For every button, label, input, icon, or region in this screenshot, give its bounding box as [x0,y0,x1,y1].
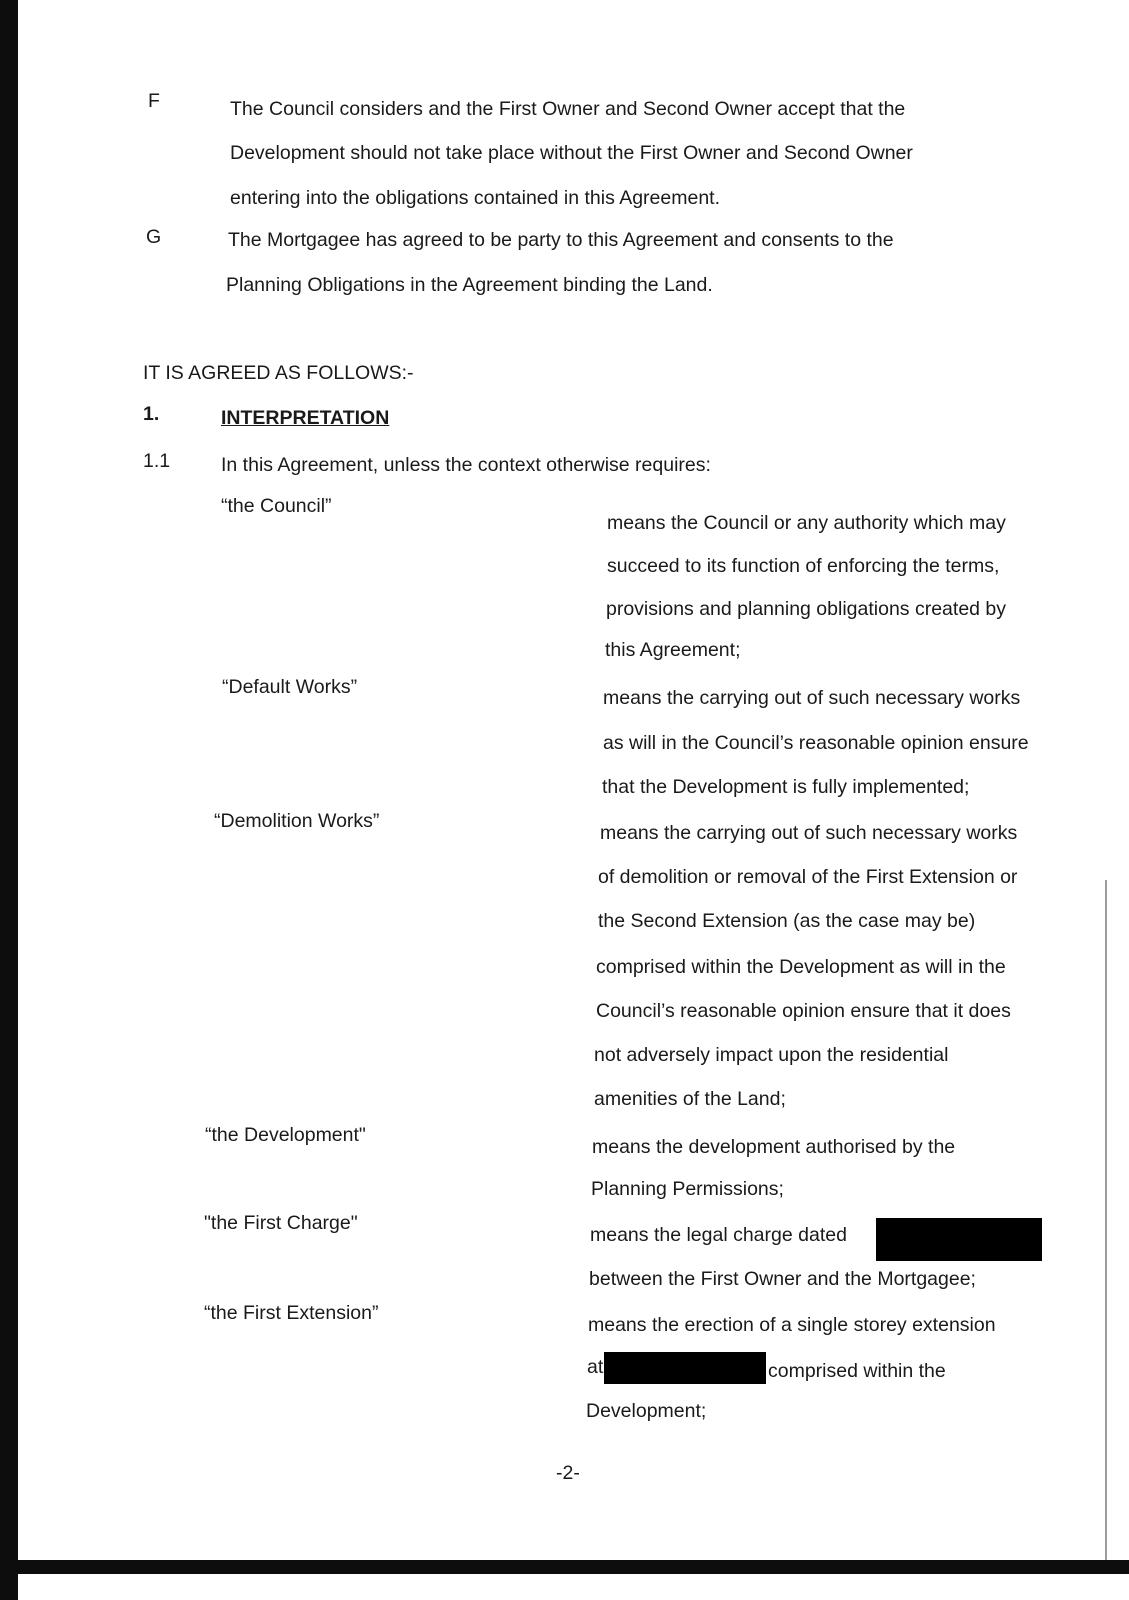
definition-line: succeed to its function of enforcing the terms, [607,555,1000,577]
section-title: INTERPRETATION [221,407,390,429]
definition-term: “the Development" [205,1124,366,1146]
definition-line: means the development authorised by the [592,1136,956,1158]
definition-line: means the erection of a single storey extension [588,1314,996,1336]
redaction-box [876,1218,1042,1261]
recital-line: The Mortgagee has agreed to be party to this Agreement and consents to the [228,229,894,251]
agreed-heading: IT IS AGREED AS FOLLOWS:- [143,362,414,384]
definition-line: Council’s reasonable opinion ensure that it does [596,1000,1011,1022]
definition-line: between the First Owner and the Mortgagee; [589,1268,976,1290]
redaction-box [604,1352,766,1384]
definition-line: at [587,1356,604,1378]
section-number: 1. [143,403,160,425]
definition-line: the Second Extension (as the case may be) [598,910,976,932]
definition-line: this Agreement; [605,639,741,661]
definition-line: comprised within the Development as will in the [596,956,1006,978]
definition-line: provisions and planning obligations created by [606,598,1007,620]
definition-line: Development; [586,1400,707,1422]
definition-line: means the Council or any authority which may [607,512,1006,534]
scan-border-left [0,0,18,1600]
clause-text: In this Agreement, unless the context otherwise requires: [221,454,711,476]
definition-term: “Demolition Works” [214,810,380,832]
definition-line: not adversely impact upon the residential [594,1044,949,1066]
page-number: -2- [556,1462,580,1484]
definition-line: amenities of the Land; [594,1088,786,1110]
definition-term: “the Council” [221,495,332,517]
definition-term: "the First Charge" [204,1212,358,1234]
scan-border-bottom [0,1560,1129,1574]
clause-number: 1.1 [143,450,171,472]
definition-line: that the Development is fully implemented; [602,776,970,798]
definition-line: Planning Permissions; [591,1178,784,1200]
definition-term: “Default Works” [222,676,358,698]
recital-letter: G [146,226,162,248]
definition-line: of demolition or removal of the First Extension or [598,866,1018,888]
recital-line: Planning Obligations in the Agreement binding the Land. [226,274,713,296]
definition-line: comprised within the [768,1360,946,1382]
definition-line: means the legal charge dated [590,1224,847,1246]
recital-line: Development should not take place without the First Owner and Second Owner [230,142,913,164]
definition-line: as will in the Council’s reasonable opinion ensure [603,732,1029,754]
recital-line: The Council considers and the First Owner and Second Owner accept that the [230,98,906,120]
definition-line: means the carrying out of such necessary works [603,687,1021,709]
recital-letter: F [148,90,160,112]
recital-line: entering into the obligations contained in this Agreement. [230,187,720,209]
scan-border-right [1105,880,1107,1560]
definition-line: means the carrying out of such necessary works [600,822,1018,844]
definition-term: “the First Extension” [204,1302,379,1324]
